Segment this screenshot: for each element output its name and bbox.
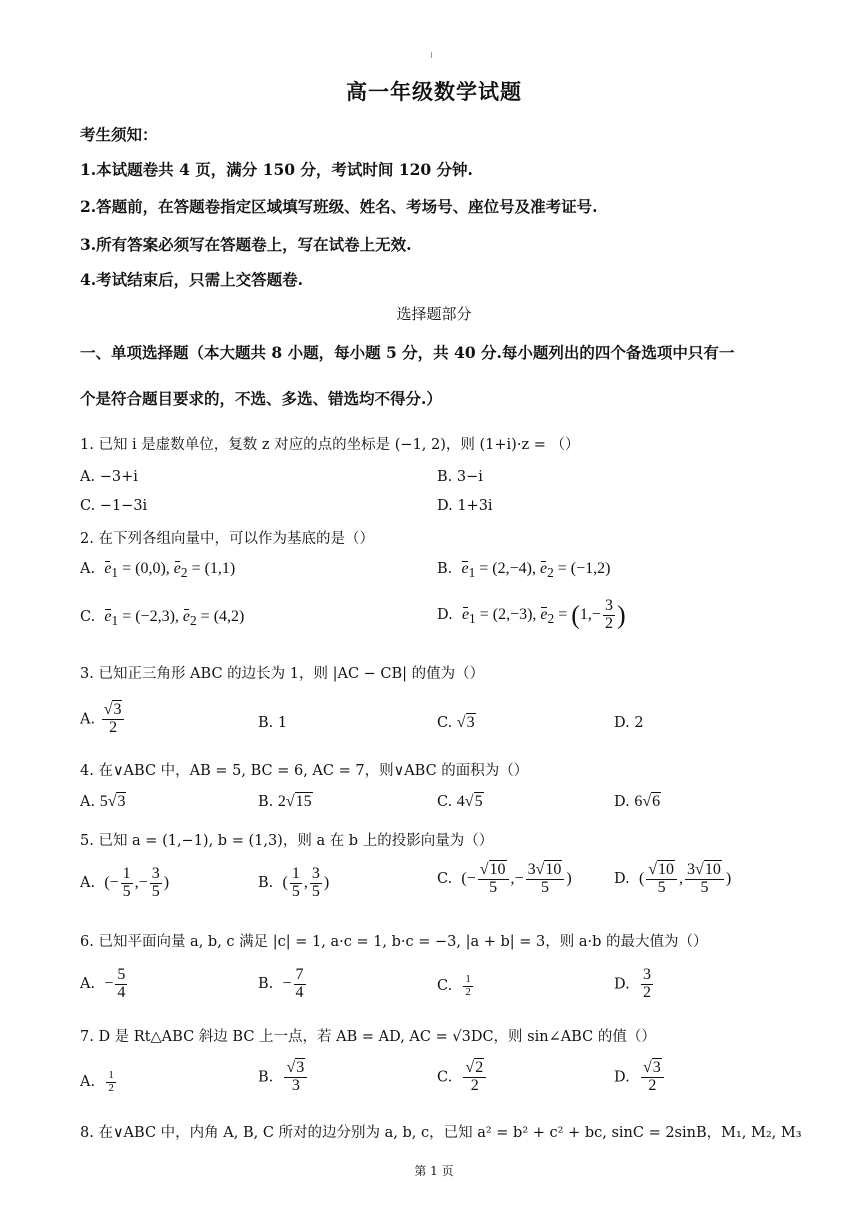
q4-option-a: A. 5√3	[80, 793, 126, 810]
q7-option-d: D. $\frac{√3}{2}$	[614, 1060, 666, 1095]
question-5: 5. 已知 a = (1,−1), b = (1,3)，则 a 在 b 上的投影向量为（）	[80, 833, 494, 849]
q5-option-c-label: C.	[437, 870, 453, 887]
question-4: 4. 在∨ABC 中，AB = 5, BC = 6, AC = 7，则∨ABC 的面积为（）	[80, 763, 529, 779]
question-6: 6. 已知平面向量 a, b, c 满足 |c| = 1, a·c = 1, b·c = −3, |a + b| = 3，则 a·b 的最大值为（）	[80, 934, 708, 950]
q3-option-b: B. 1	[258, 715, 288, 731]
q1-option-a: A. −3+i	[80, 469, 138, 485]
q3-option-c-label: C.	[437, 715, 453, 731]
page-title: 高一年级数学试题	[346, 79, 522, 104]
q5-option-d-label: D.	[614, 870, 630, 887]
q5-option-c: C. (− $\frac{√10}{5}$ ,− $\frac{3√10}{5}$ )	[437, 861, 572, 896]
notice-item-3: 3.所有答案必须写在答题卷上，写在试卷上无效.	[80, 235, 412, 254]
q5-option-b-label: B.	[258, 874, 274, 891]
q2-option-c-label: C.	[80, 609, 96, 625]
q3-option-d: D. 2	[614, 715, 644, 731]
q7-option-d-label: D.	[614, 1069, 630, 1086]
q7-option-c-label: C.	[437, 1069, 453, 1086]
q2-option-a-label: A.	[80, 561, 96, 577]
question-1: 1. 已知 i 是虚数单位，复数 z 对应的点的坐标是 (−1, 2)，则 (1+i)·z = （）	[80, 437, 580, 453]
page-number: 第 1 页	[414, 1164, 454, 1178]
q7-option-b-label: B.	[258, 1069, 274, 1086]
notice-heading: 考生须知：	[80, 125, 158, 144]
q1-option-d: D. 1+3i	[437, 498, 493, 514]
q6-option-d: D. $\frac{3}{2}$	[614, 966, 651, 1001]
q6-option-a-label: A.	[80, 975, 96, 992]
q2-option-d: D. $e_1 = (2,-3)$, $e_2 = (1,-$ $\frac{3}{2}$ )	[437, 597, 626, 632]
q4-option-d: D. 6√6	[614, 793, 661, 810]
notice-item-2: 2.答题前，在答题卷指定区域填写班级、姓名、考场号、座位号及准考证号.	[80, 197, 598, 216]
notice-item-4: 4.考试结束后，只需上交答题卷.	[80, 270, 304, 289]
question-8: 8. 在∨ABC 中，内角 A, B, C 所对的边分别为 a, b, c，已知 a² = b² + c² + bc, sinC = 2sinB，M₁, M₂, M₃	[80, 1125, 802, 1141]
q5-option-d: D. ( $\frac{√10}{5}$ , $\frac{3√10}{5}$ )	[614, 861, 732, 896]
q4-option-a-label: A.	[80, 794, 96, 810]
q6-option-c: C. $\frac{1}{2}$	[437, 973, 471, 998]
q6-option-a: A. − $\frac{5}{4}$	[80, 966, 126, 1001]
question-2: 2. 在下列各组向量中，可以作为基底的是（）	[80, 531, 374, 547]
q2-option-b: B. $e_1 = (2,-4)$, $e_2 = (-1,2)$	[437, 560, 611, 581]
question-7: 7. D 是 Rt△ABC 斜边 BC 上一点，若 AB = AD, AC = √3DC，则 sin∠ABC 的值（）	[80, 1029, 656, 1045]
top-mark	[431, 52, 432, 58]
part-one-heading-line1: 一、单项选择题（本大题共 8 小题，每小题 5 分，共 40 分.每小题列出的四个备选项中只有一	[80, 343, 735, 362]
q7-option-a: A. $\frac{1}{2}$	[80, 1069, 114, 1094]
q2-option-b-label: B.	[437, 561, 453, 577]
q5-option-a-label: A.	[80, 874, 96, 891]
q2-option-c: C. $e_1 = (-2,3)$, $e_2 = (4,2)$	[80, 608, 245, 629]
notice-item-1: 1.本试题卷共 4 页，满分 150 分，考试时间 120 分钟.	[80, 160, 473, 179]
q6-option-d-label: D.	[614, 976, 630, 993]
q3-option-c: C. √3	[437, 714, 475, 731]
q4-option-b-label: B.	[258, 794, 274, 810]
section-title: 选择题部分	[396, 305, 472, 323]
q5-option-b: B. ( $\frac{1}{5}$ , $\frac{3}{5}$ )	[258, 865, 330, 900]
part-one-heading-line2: 个是符合题目要求的，不选、多选、错选均不得分.）	[80, 389, 442, 408]
q5-option-a: A. (− $\frac{1}{5}$ ,− $\frac{3}{5}$ )	[80, 865, 170, 900]
q6-option-c-label: C.	[437, 978, 453, 995]
q1-option-c: C. −1−3i	[80, 498, 148, 514]
q2-option-a: A. $e_1 = (0,0)$, $e_2 = (1,1)$	[80, 560, 236, 581]
q4-option-c-label: C.	[437, 794, 453, 810]
q4-option-b: B. 2√15	[258, 793, 312, 810]
q1-option-b: B. 3−i	[437, 469, 483, 485]
q6-option-b: B. − $\frac{7}{4}$	[258, 966, 304, 1001]
q4-option-c: C. 4√5	[437, 793, 483, 810]
q7-option-c: C. $\frac{√2}{2}$	[437, 1060, 488, 1095]
q4-option-d-label: D.	[614, 794, 630, 810]
q2-option-d-label: D.	[437, 606, 453, 623]
q3-option-a: A. $\frac{√3}{2}$	[80, 702, 126, 737]
q7-option-a-label: A.	[80, 1074, 96, 1091]
q7-option-b: B. $\frac{√3}{3}$	[258, 1060, 309, 1095]
question-3: 3. 已知正三角形 ABC 的边长为 1，则 |AC − CB| 的值为（）	[80, 666, 485, 682]
q3-option-a-label: A.	[80, 711, 96, 728]
q6-option-b-label: B.	[258, 975, 274, 992]
